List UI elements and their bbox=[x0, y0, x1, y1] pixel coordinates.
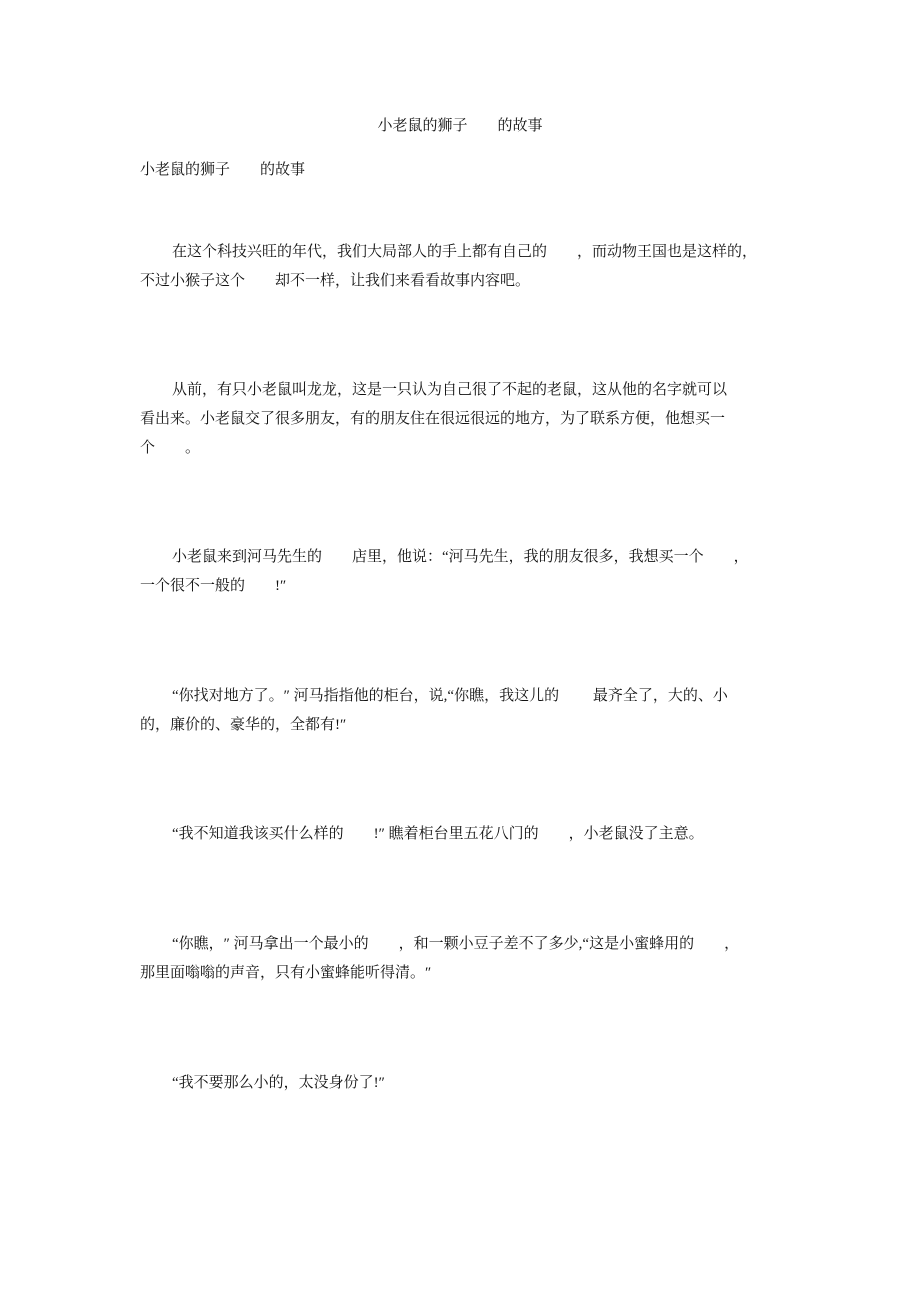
paragraph-line: 个 。 bbox=[140, 440, 201, 456]
paragraph bbox=[140, 1069, 810, 1098]
paragraph-line: 的，廉价的、豪华的，全都有!″ bbox=[140, 717, 347, 733]
paragraph bbox=[140, 930, 810, 988]
paragraph bbox=[140, 682, 810, 740]
paragraph-line: 小老鼠来到河马先生的 店里，他说：“河马先生，我的朋友很多，我想买一个 ， bbox=[172, 549, 749, 565]
paragraph-line: 那里面嗡嗡的声音，只有小蜜蜂能听得清。″ bbox=[140, 965, 432, 981]
paragraph-line: 一个很不一般的 !″ bbox=[140, 578, 287, 594]
paragraph-line: 看出来。小老鼠交了很多朋友，有的朋友住在很远很远的地方，为了联系方便，他想买一 bbox=[140, 411, 726, 427]
paragraph-line: “你瞧，″ 河马拿出一个最小的 ，和一颗小豆子差不了多少,“这是小蜜蜂用的 ， bbox=[172, 936, 740, 952]
paragraph-line: “我不要那么小的，太没身份了!″ bbox=[172, 1075, 385, 1091]
document-title: 小老鼠的狮子 的故事 bbox=[377, 118, 543, 134]
paragraph-line: “你找对地方了。″ 河马指指他的柜台，说,“你瞧，我这儿的 最齐全了，大的、小 bbox=[172, 688, 728, 704]
paragraph-line: 不过小猴子这个 却不一样，让我们来看看故事内容吧。 bbox=[140, 273, 531, 289]
paragraph bbox=[140, 238, 810, 296]
paragraph-line: “我不知道我该买什么样的 !″ 瞧着柜台里五花八门的 ，小老鼠没了主意。 bbox=[172, 826, 704, 842]
paragraph bbox=[140, 543, 810, 601]
paragraph bbox=[140, 376, 810, 463]
document-subtitle: 小老鼠的狮子 的故事 bbox=[140, 162, 306, 178]
paragraph-line: 在这个科技兴旺的年代，我们大局部人的手上都有自己的 ，而动物王国也是这样的， bbox=[172, 244, 758, 260]
paragraph bbox=[140, 820, 810, 849]
paragraph-line: 从前，有只小老鼠叫龙龙，这是一只认为自己很了不起的老鼠，这从他的名字就可以 bbox=[172, 382, 728, 398]
